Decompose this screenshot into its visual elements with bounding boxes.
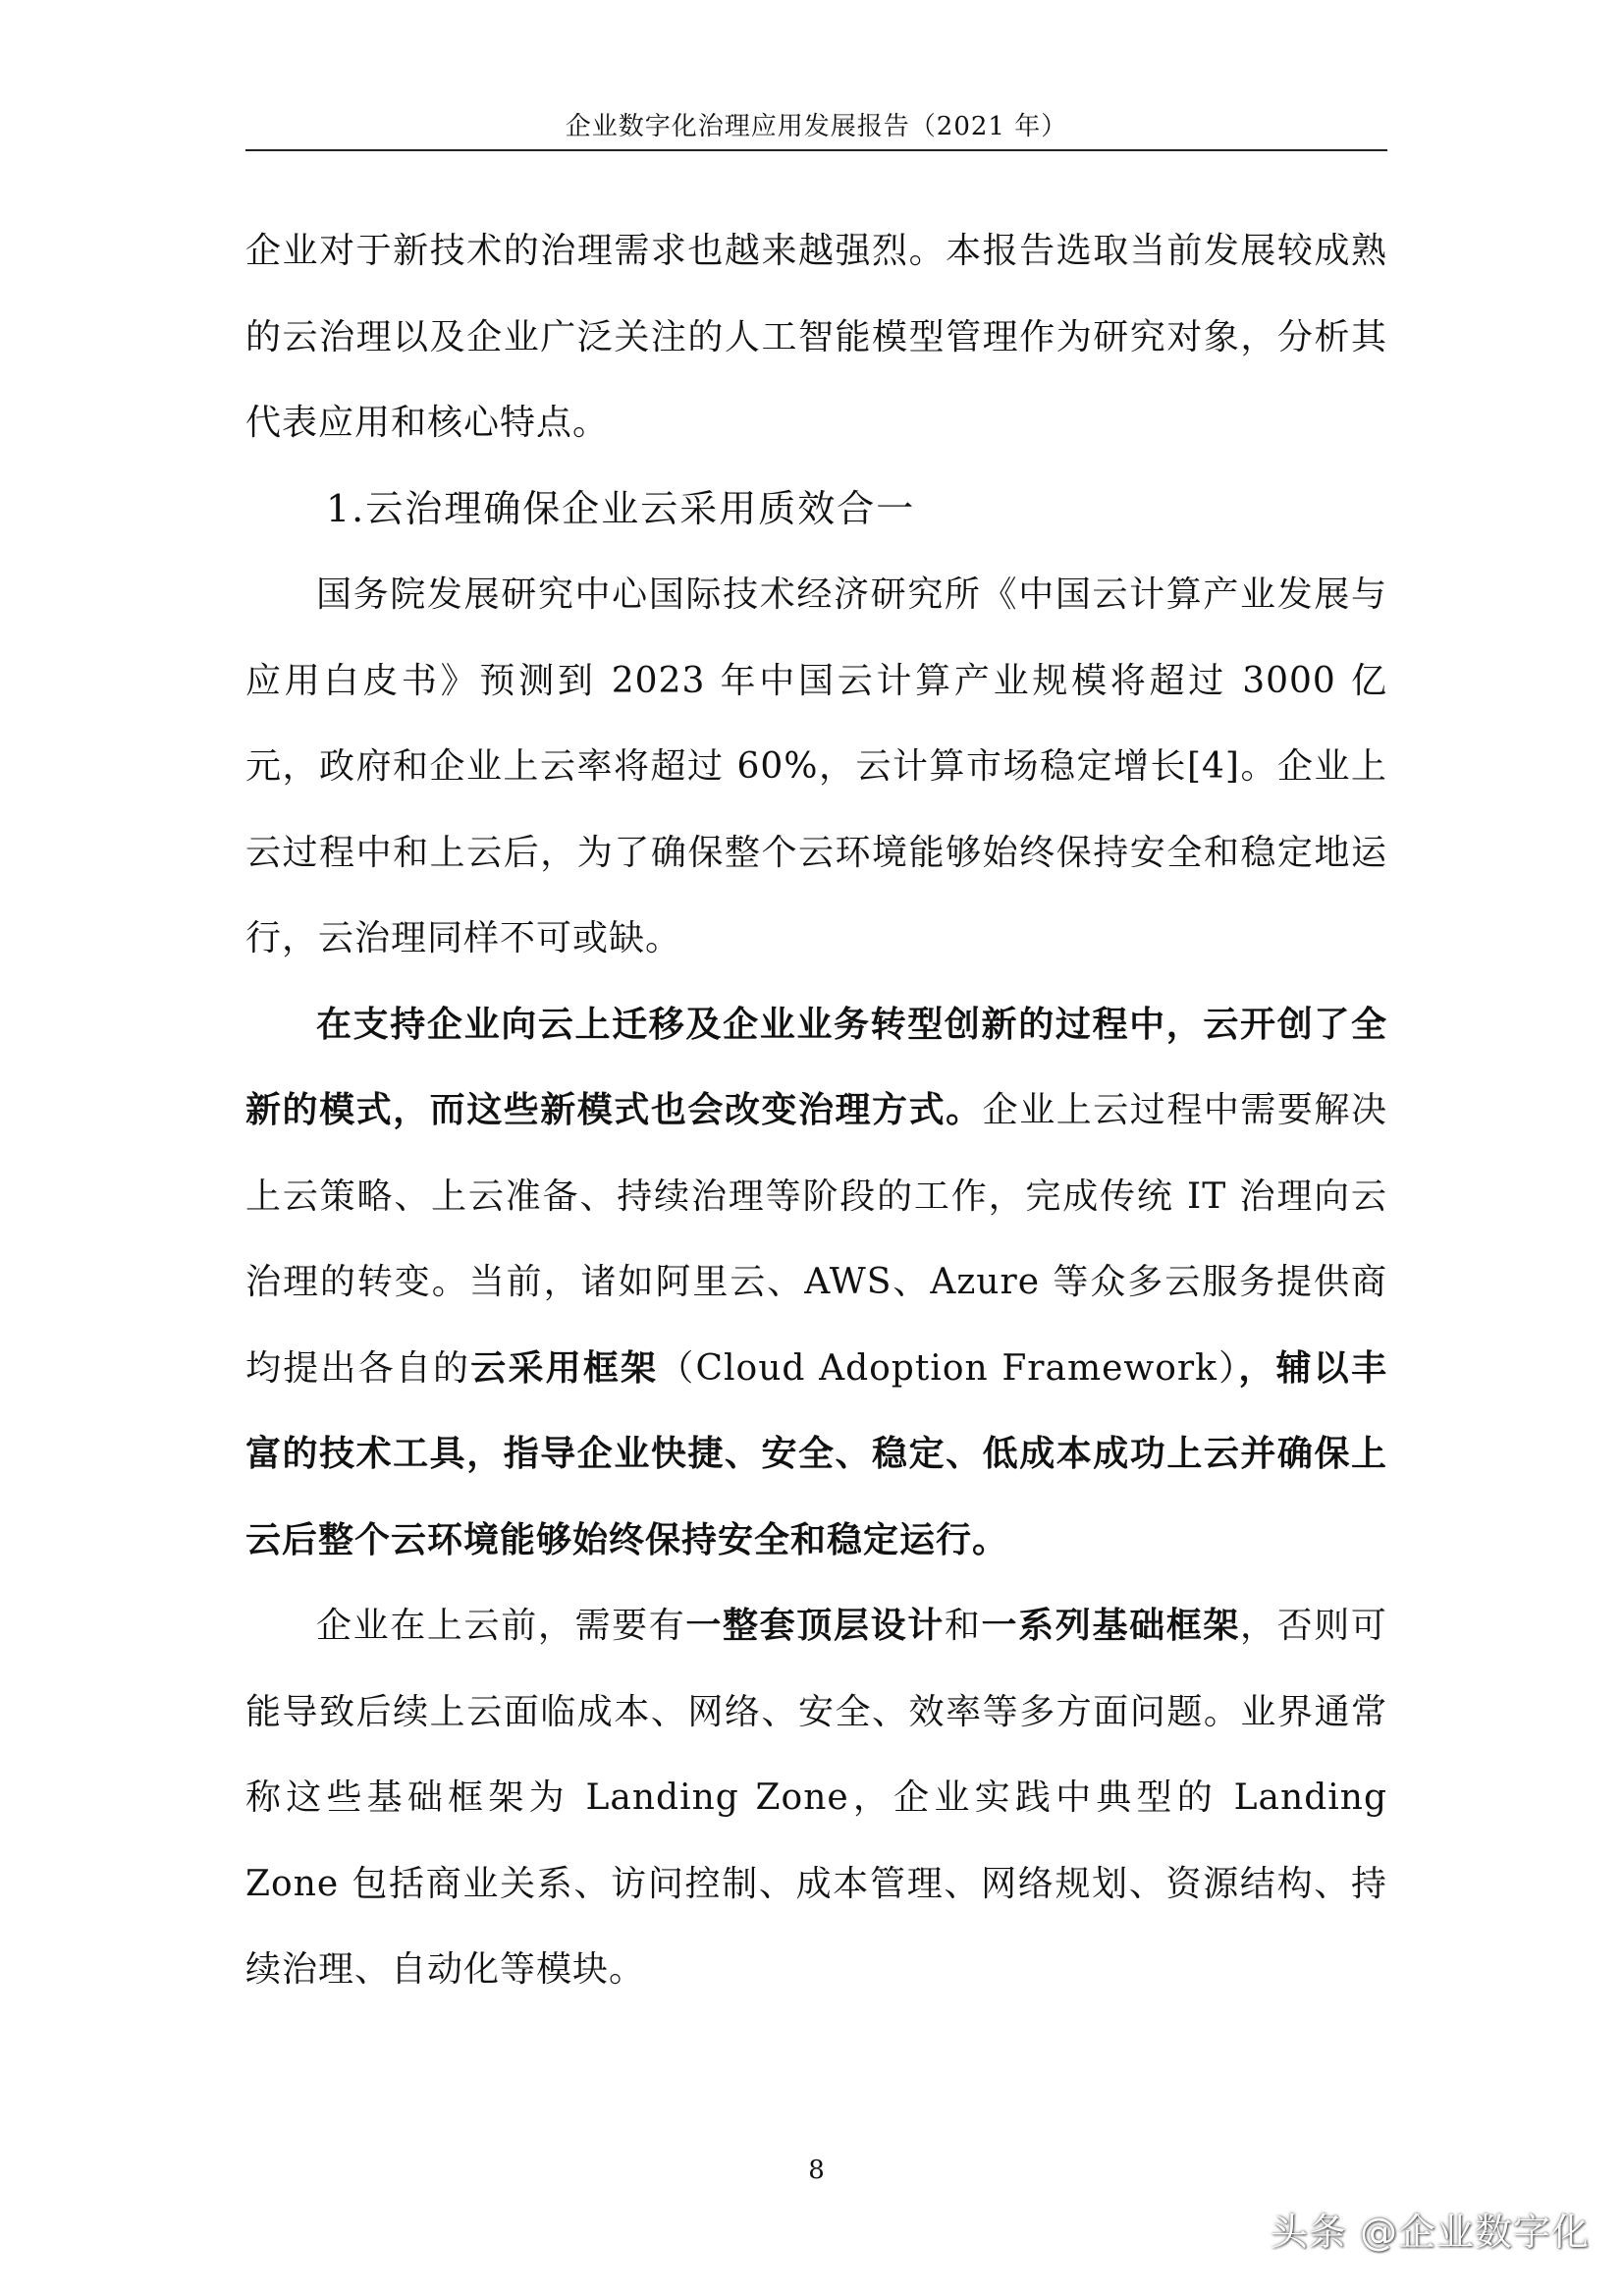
page-number: 8 <box>808 2156 825 2185</box>
body-text <box>245 208 1387 2013</box>
body-span: （Cloud Adoption Framework） <box>658 1347 1239 1389</box>
emphasis-text: 一整套顶层设计 <box>685 1605 945 1646</box>
paragraph-market: 国务院发展研究中心国际技术经济研究所《中国云计算产业发展与应用白皮书》预测到 2023 年中国云计算产业规模将超过 3000 亿元，政府和企业上云率将超过 60%，云计算市场稳定增长[4]。企业上云过程中和上云后，为了确保整个云环境能够始终保持安全和稳定地运行，云治理同样不可或缺。 <box>245 574 1387 958</box>
emphasis-text: 云采用框架 <box>470 1346 659 1389</box>
body-span: 和 <box>944 1606 982 1646</box>
paragraph-intro: 企业对于新技术的治理需求也越来越强烈。本报告选取当前发展较成熟的云治理以及企业广泛关注的人工智能模型管理作为研究对象，分析其代表应用和核心特点。 <box>245 231 1387 443</box>
emphasis-text: 在支持企业向云上迁移及企业业务转型创新的过程中，云开创了全新的模式，而这些新模式也会改变治理方式。 <box>245 1003 1387 1130</box>
body-span: ，否则可能导致后续上云面临成本、网络、安全、效率等多方面问题。业界通常称这些基础框架为 Landing Zone，企业实践中典型的 Landing Zone 包括商业关系、访问控制、成本管理、网络规划、资源结构、持续治理、自动化等模块。 <box>245 1606 1387 1990</box>
header-rule <box>245 149 1387 151</box>
paragraph-landing-zone <box>245 1583 1387 2013</box>
body-span: 企业在上云前，需要有 <box>316 1606 686 1646</box>
body-span: 企业上云过程中需要解决上云策略、上云准备、持续治理等阶段的工作，完成传统 IT 治理向云治理的转变。当前，诸如阿里云、AWS、Azure 等众多云服务提供商均提出各自的 <box>245 1090 1387 1389</box>
paragraph-cloud-adoption <box>245 982 1387 1584</box>
source-watermark: 头条 @企业数字化 <box>1270 2211 1590 2254</box>
emphasis-text: ，辅以丰富的技术工具，指导企业快捷、安全、稳定、低成本成功上云并确保上云后整个云环境能够始终保持安全和稳定运行。 <box>245 1346 1387 1560</box>
emphasis-text: 一系列基础框架 <box>981 1605 1241 1646</box>
section-heading: 1.云治理确保企业云采用质效合一 <box>326 486 916 530</box>
running-header: 企业数字化治理应用发展报告（2021 年） <box>565 112 1068 141</box>
